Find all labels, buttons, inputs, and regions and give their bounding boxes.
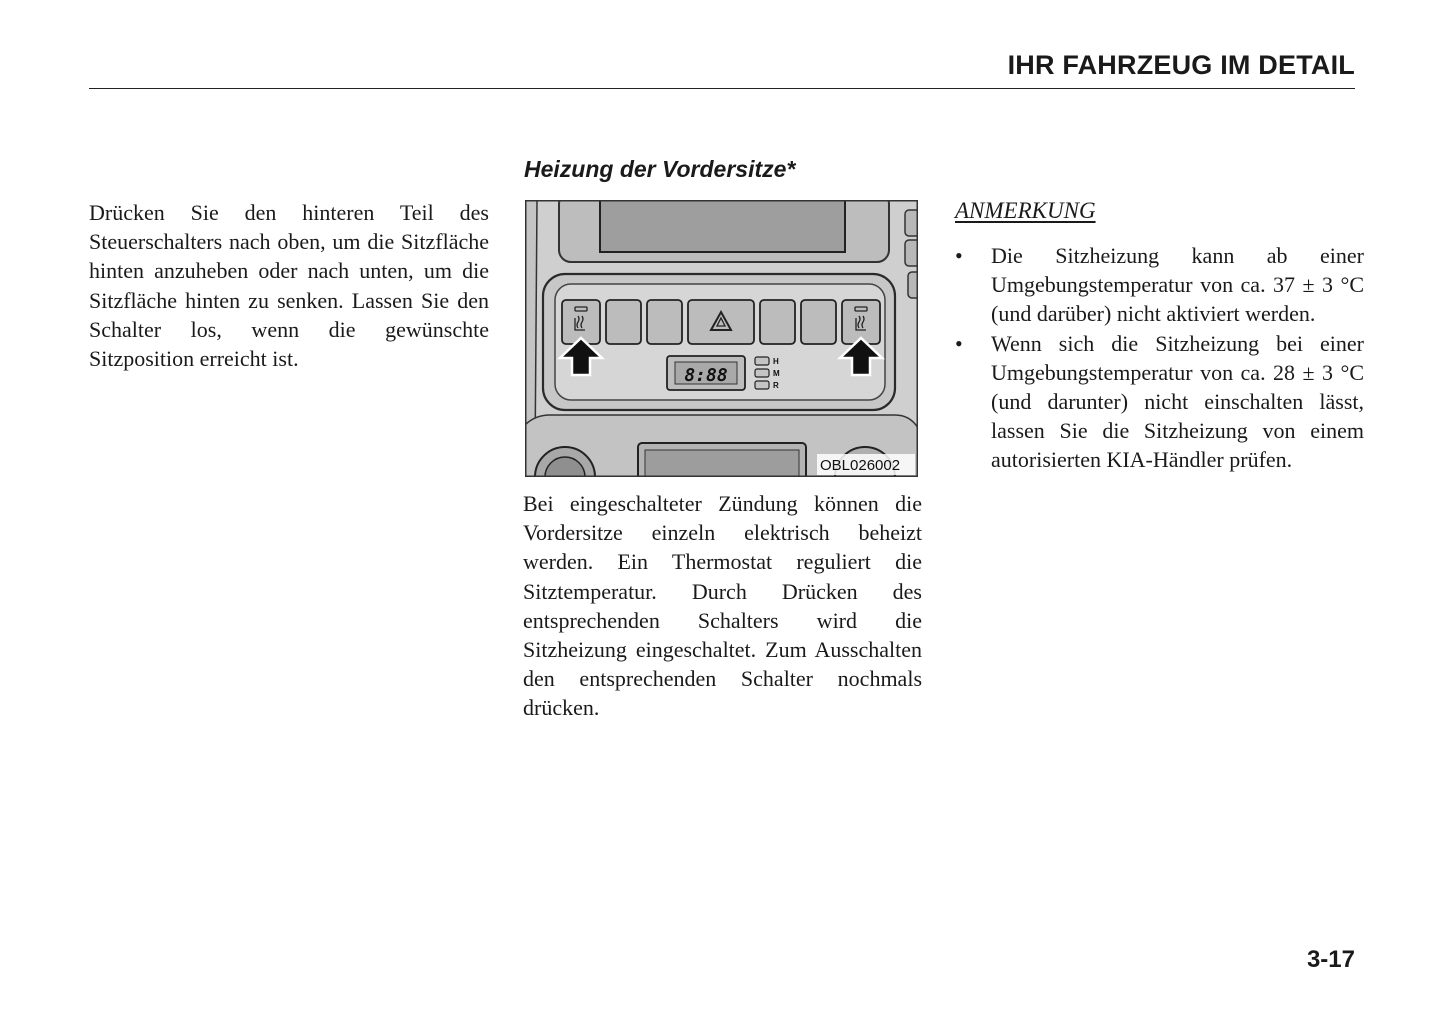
page-number: 3-17 — [1306, 946, 1355, 973]
bullet-icon: • — [955, 330, 963, 356]
note-heading: ANMERKUNG — [955, 198, 1096, 223]
left-column-paragraph: Drücken Sie den hinteren Teil des Steuerschalters nach oben, um die Sitzfläche hinten anzuheben oder nach unten, um die Sitzfläche hinten zu senken. Lassen Sie den Schalter los, wenn die gewünschte Sitzposition erreicht ist. — [89, 200, 489, 372]
page-header-title: IHR FAHRZEUG IM DETAIL — [1007, 50, 1355, 80]
middle-column-paragraph: Bei eingeschalteter Zündung können die Vordersitze einzeln elektrisch beheizt werden. Ein Thermostat reguliert die Sitztemperatur. Durch Drücken des entsprechenden Schalters wird die Sitzheizung eingeschaltet. Zum Ausschalten den entsprechenden Schalter nochmals drücken. — [523, 491, 922, 721]
note-list — [955, 241, 1364, 475]
header-rule — [89, 88, 1355, 89]
indicator-label-h: H — [773, 357, 779, 366]
note-item — [955, 241, 1364, 329]
note-text: Wenn sich die Sitzheizung bei einer Umgebungstemperatur von ca. 28 ± 3 °C (und darunter) nicht einschalten lässt, lassen Sie die Sitzheizung von einem autorisierten KIA-Händler prüfen. — [991, 330, 1364, 473]
section-heading-seat-heating: Heizung der Vordersitze* — [524, 156, 796, 182]
dashboard-figure — [525, 200, 918, 477]
clock-display: 8:88 — [684, 365, 728, 386]
indicator-label-r: R — [773, 381, 779, 390]
indicator-label-m: M — [773, 369, 780, 378]
note-item — [955, 329, 1364, 475]
note-text: Die Sitzheizung kann ab einer Umgebungstemperatur von ca. 37 ± 3 °C (und darüber) nicht aktiviert werden. — [991, 243, 1364, 327]
bullet-icon: • — [955, 243, 963, 268]
figure-code: OBL026002 — [820, 457, 901, 474]
